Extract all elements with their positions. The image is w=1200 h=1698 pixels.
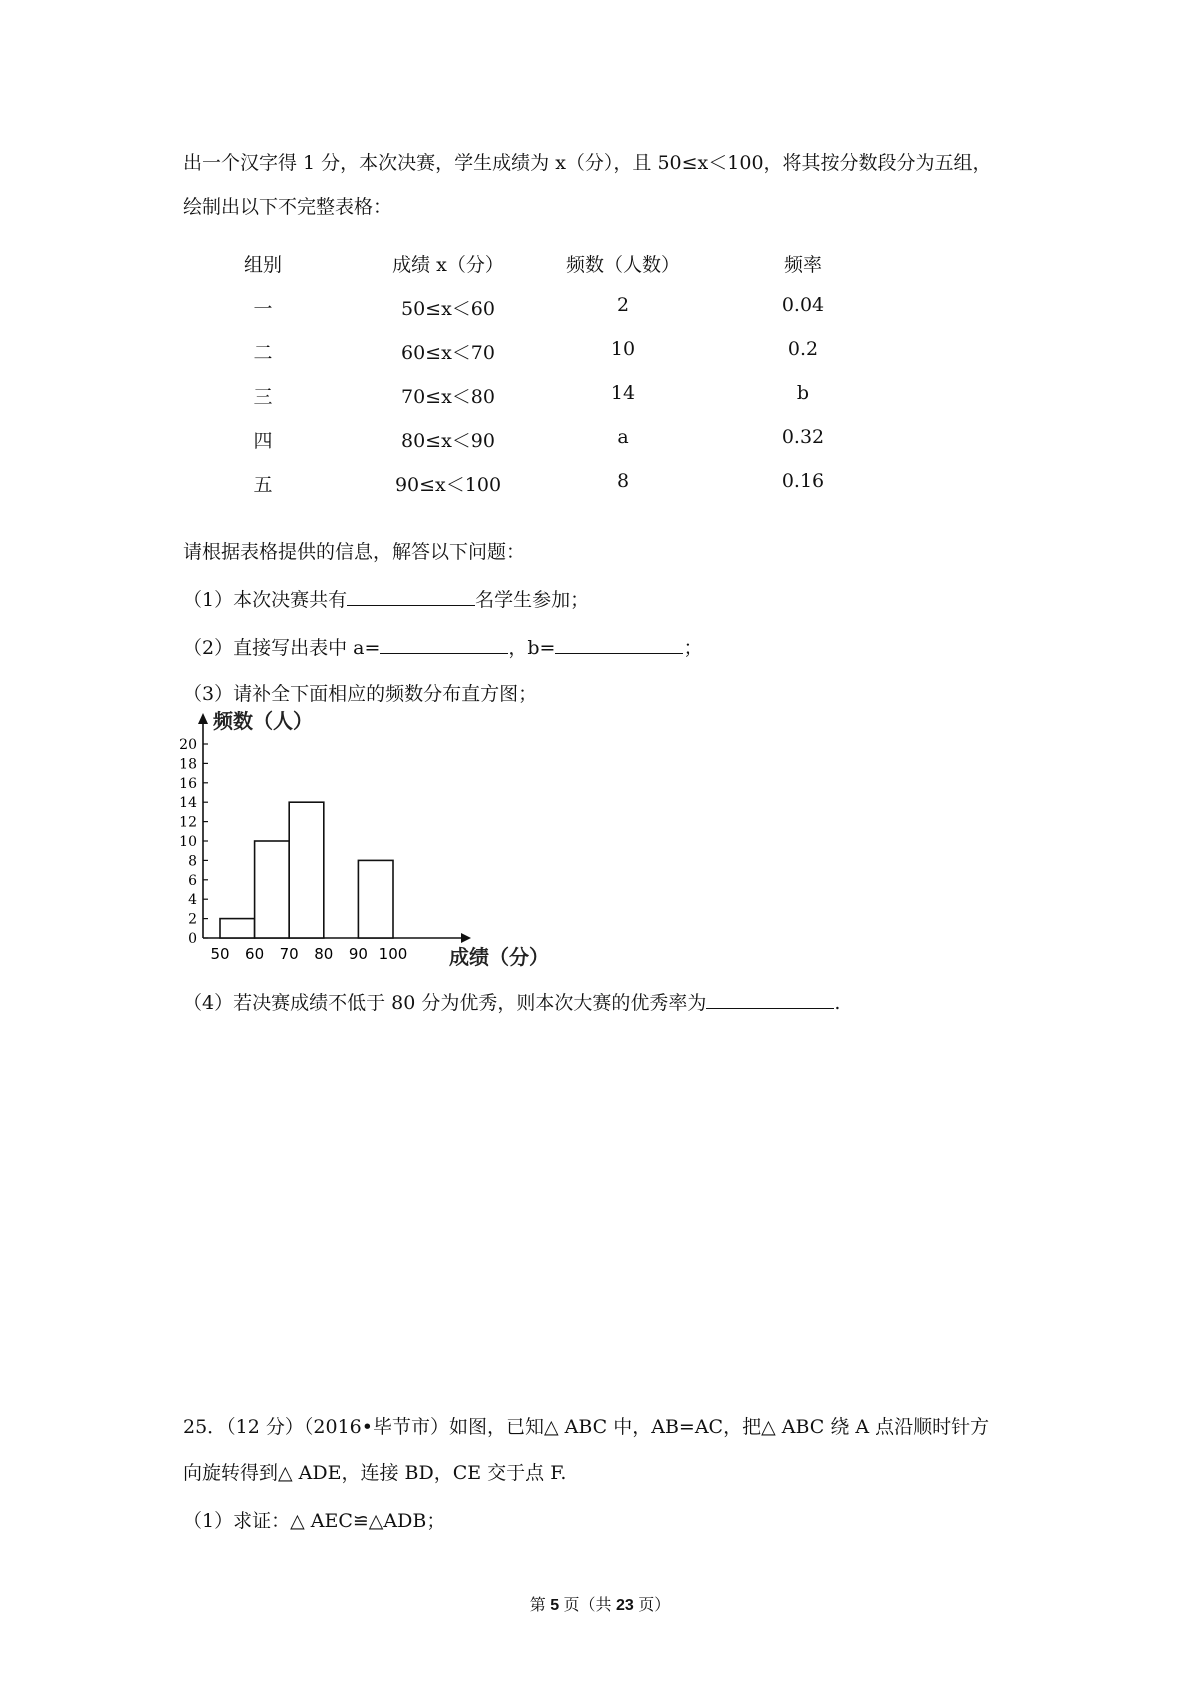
- problem-25-line-1: 25．（12 分）（2016•毕节市）如图，已知△ ABC 中，AB=AC，把△ ABC 绕 A 点沿顺时针方: [183, 1416, 990, 1438]
- footer-total-pages: 23: [616, 1597, 634, 1614]
- questions-prompt: 请根据表格提供的信息，解答以下问题：: [183, 541, 526, 563]
- y-tick-label: 4: [188, 892, 197, 909]
- y-tick-label: 14: [179, 795, 197, 812]
- table-row: [183, 382, 823, 412]
- row-group: 三: [253, 386, 273, 408]
- y-axis-arrow: [198, 713, 208, 724]
- x-tick-label: 50: [210, 945, 230, 963]
- row-score: 70≤x＜80: [401, 386, 495, 408]
- intro-line-2: 绘制出以下不完整表格：: [183, 196, 393, 218]
- y-tick-label: 2: [188, 911, 197, 928]
- bars: [220, 802, 393, 938]
- footer-suffix: 页）: [633, 1597, 671, 1614]
- header-rate: 频率: [783, 254, 822, 276]
- question-2-text-b: ，b=: [508, 637, 556, 659]
- histogram-bar: [220, 919, 255, 938]
- answer-blank-a[interactable]: [380, 634, 508, 654]
- x-tick-label: 70: [279, 945, 299, 963]
- row-group: 二: [253, 342, 273, 364]
- row-group: 一: [253, 298, 273, 320]
- y-tick-label: 16: [179, 775, 197, 792]
- row-group: 五: [253, 474, 273, 496]
- row-score: 90≤x＜100: [394, 474, 502, 496]
- row-rate: 0.04: [781, 294, 825, 316]
- x-tick-label: 100: [378, 945, 408, 963]
- row-frequency: 10: [610, 338, 636, 360]
- row-frequency: 2: [616, 294, 630, 316]
- y-tick-label: 0: [188, 931, 197, 947]
- y-tick-label: 10: [179, 834, 197, 850]
- row-score: 50≤x＜60: [401, 298, 495, 320]
- row-group: 四: [253, 430, 273, 452]
- question-3: （3）请补全下面相应的频数分布直方图；: [183, 683, 538, 705]
- y-tick-label: 18: [179, 756, 197, 773]
- y-tick-label: 6: [188, 872, 197, 889]
- table-row: [183, 470, 823, 500]
- y-axis-label: 频数（人）: [213, 709, 313, 733]
- table-row: [183, 338, 823, 368]
- header-frequency: 频数（人数）: [565, 254, 680, 276]
- problem-25-line-2: 向旋转得到△ ADE，连接 BD，CE 交于点 F.: [183, 1462, 567, 1484]
- question-2-text-c: ；: [683, 637, 703, 659]
- x-tick-label: 90: [348, 945, 368, 963]
- row-rate: 0.32: [781, 426, 825, 448]
- answer-blank-4[interactable]: [706, 989, 834, 1009]
- x-ticks: [210, 945, 407, 963]
- table-row: [183, 294, 823, 324]
- row-frequency: 14: [610, 382, 636, 404]
- histogram-bar: [289, 802, 324, 938]
- question-1: [183, 585, 589, 612]
- row-score: 60≤x＜70: [401, 342, 495, 364]
- question-4: [183, 988, 840, 1015]
- question-4-text-a: （4）若决赛成绩不低于 80 分为优秀，则本次大赛的优秀率为: [183, 992, 707, 1014]
- y-tick-label: 8: [188, 853, 197, 870]
- problem-25-line-3: （1）求证：△ AEC≌△ADB；: [183, 1510, 446, 1532]
- footer-middle: 页（共: [559, 1597, 616, 1614]
- row-rate: 0.2: [787, 338, 819, 360]
- histogram-bar: [358, 860, 393, 938]
- x-axis-label: 成绩（分）: [449, 945, 549, 969]
- footer-prefix: 第: [529, 1597, 551, 1614]
- question-4-text-b: .: [834, 992, 841, 1014]
- intro-line-1: 出一个汉字得 1 分，本次决赛，学生成绩为 x（分），且 50≤x＜100，将其按分数段分为五组，: [183, 152, 992, 174]
- header-group: 组别: [243, 254, 282, 276]
- answer-blank-b[interactable]: [555, 634, 683, 654]
- row-frequency: 8: [616, 470, 630, 492]
- row-score: 80≤x＜90: [401, 430, 495, 452]
- row-frequency: a: [617, 426, 629, 448]
- x-tick-label: 80: [314, 945, 334, 963]
- x-tick-label: 60: [245, 945, 265, 963]
- page-footer: [0, 1592, 1200, 1615]
- question-1-text-a: （1）本次决赛共有: [183, 589, 348, 611]
- y-tick-label: 12: [179, 814, 197, 831]
- answer-blank-1[interactable]: [347, 586, 475, 606]
- footer-page-number: 5: [550, 1597, 560, 1614]
- row-rate: 0.16: [781, 470, 825, 492]
- table-header-row: [183, 250, 823, 280]
- header-score: 成绩 x（分）: [392, 254, 504, 276]
- question-1-text-b: 名学生参加；: [475, 589, 590, 611]
- x-axis-arrow: [461, 933, 471, 943]
- question-2-text-a: （2）直接写出表中 a=: [183, 637, 381, 659]
- histogram-bar: [255, 841, 290, 938]
- question-2: [183, 633, 703, 660]
- table-row: [183, 426, 823, 456]
- row-rate: b: [796, 382, 810, 404]
- histogram-chart: [165, 700, 565, 970]
- y-tick-label: 20: [179, 737, 197, 753]
